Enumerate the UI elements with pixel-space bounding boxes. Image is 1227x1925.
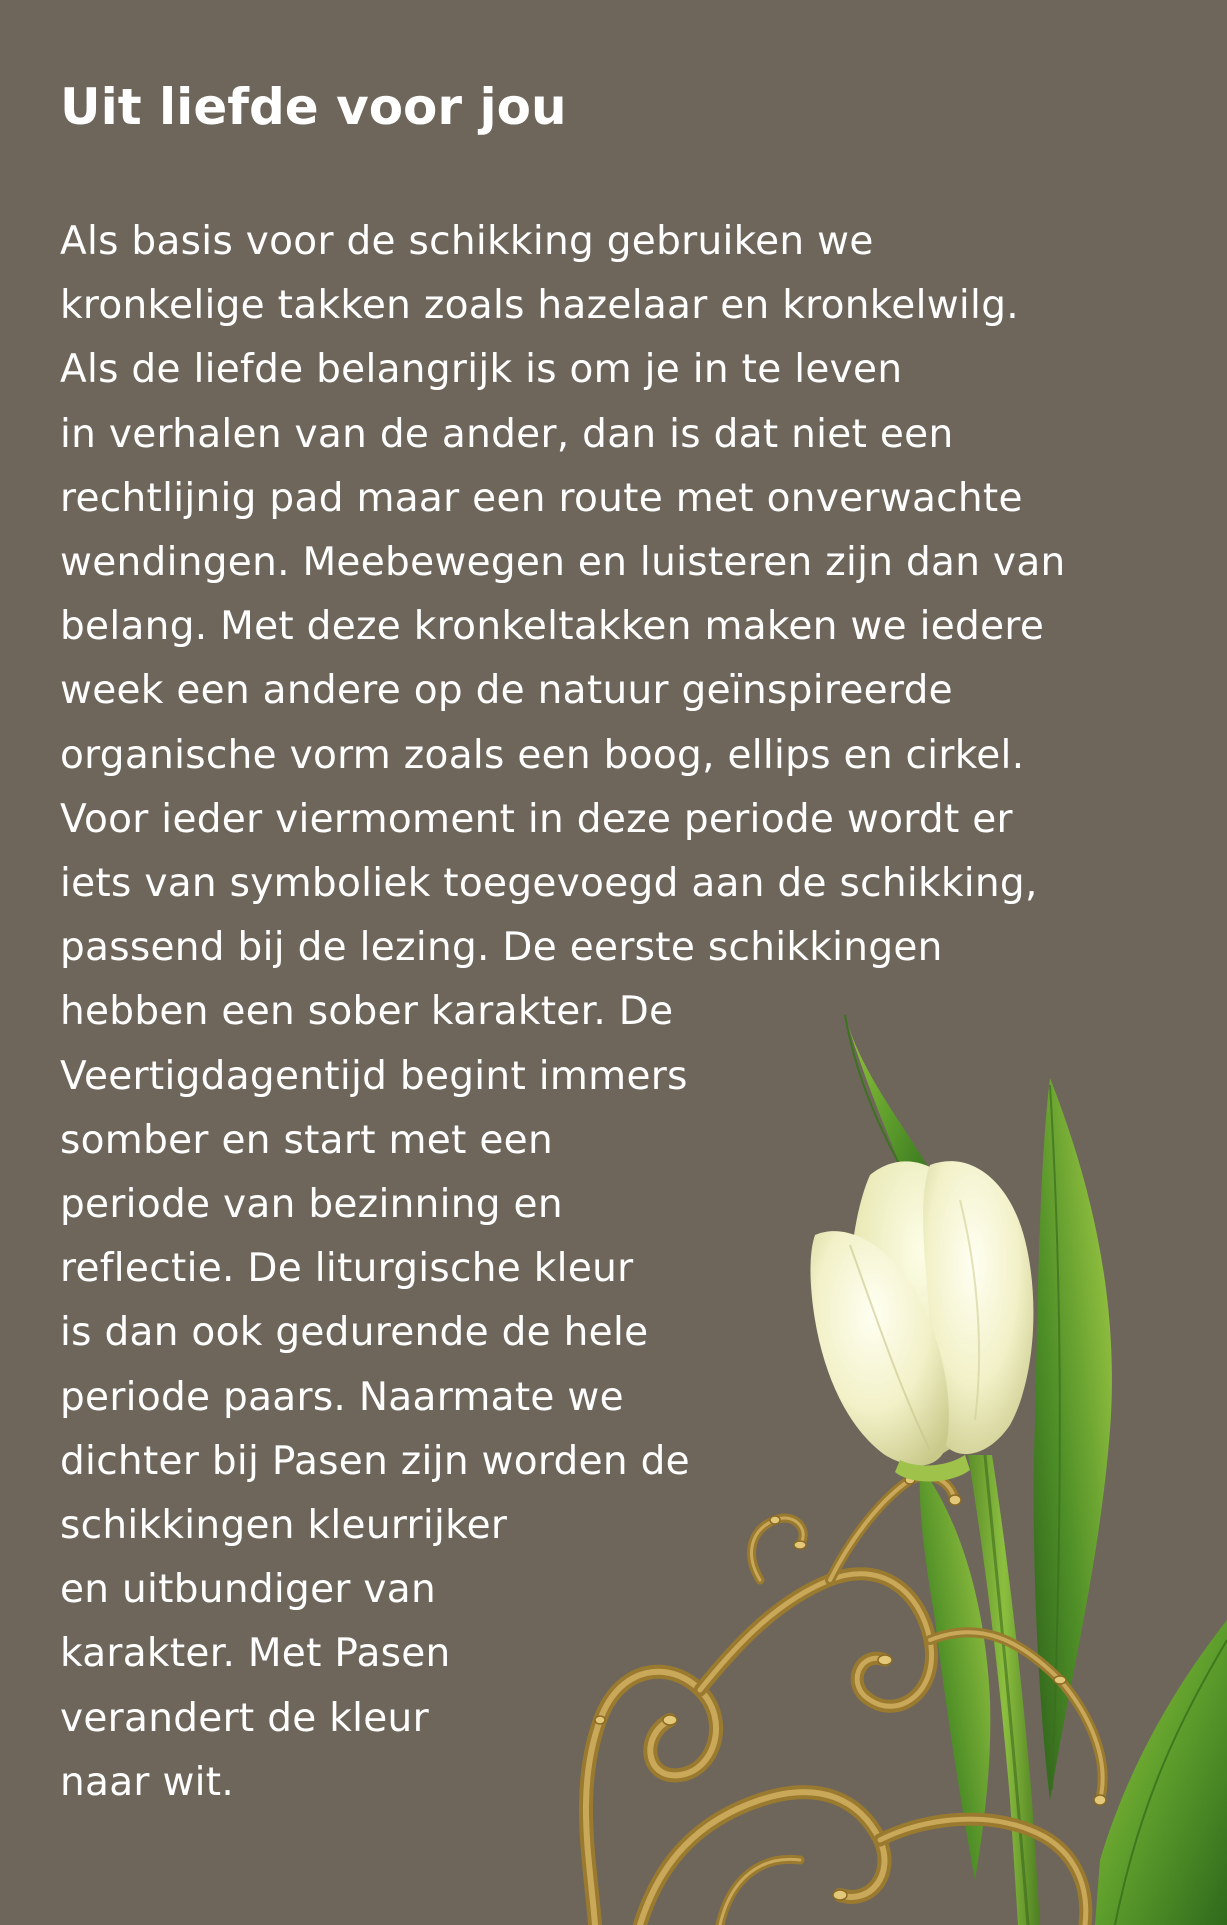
article-title: Uit liefde voor jou xyxy=(60,78,567,136)
body-line: somber en start met een xyxy=(60,1117,553,1163)
body-line: kronkelige takken zoals hazelaar en kronkelwilg. xyxy=(60,283,1019,329)
body-line: naar wit. xyxy=(60,1759,235,1805)
body-line: dichter bij Pasen zijn worden de xyxy=(60,1438,690,1484)
body-line: hebben een sober karakter. De xyxy=(60,989,674,1035)
body-line: wendingen. Meebewegen en luisteren zijn dan van xyxy=(60,540,1066,586)
body-line: reflectie. De liturgische kleur xyxy=(60,1246,634,1292)
body-line: Veertigdagentijd begint immers xyxy=(60,1053,688,1099)
body-line: in verhalen van de ander, dan is dat niet een xyxy=(60,411,954,457)
body-line: karakter. Met Pasen xyxy=(60,1631,451,1677)
body-line: verandert de kleur xyxy=(60,1695,429,1741)
body-line: en uitbundiger van xyxy=(60,1567,437,1613)
body-line: week een andere op de natuur geïnspireerde xyxy=(60,668,953,714)
tulip-illustration-icon xyxy=(560,1000,1227,1925)
body-line: periode van bezinning en xyxy=(60,1182,563,1228)
body-line: Als basis voor de schikking gebruiken we xyxy=(60,219,874,264)
body-line: passend bij de lezing. De eerste schikkingen xyxy=(60,925,943,971)
body-line: periode paars. Naarmate we xyxy=(60,1374,624,1420)
body-line: rechtlijnig pad maar een route met onverwachte xyxy=(60,475,1023,521)
body-line: belang. Met deze kronkeltakken maken we iedere xyxy=(60,604,1045,650)
body-line: is dan ook gedurende de hele xyxy=(60,1310,649,1356)
body-line: schikkingen kleurrijker xyxy=(60,1503,508,1549)
body-line: iets van symboliek toegevoegd aan de schikking, xyxy=(60,861,1038,907)
body-line: Als de liefde belangrijk is om je in te leven xyxy=(60,347,903,393)
body-line: Voor ieder viermoment in deze periode wordt er xyxy=(60,796,1013,842)
body-line: organische vorm zoals een boog, ellips en cirkel. xyxy=(60,732,1025,778)
